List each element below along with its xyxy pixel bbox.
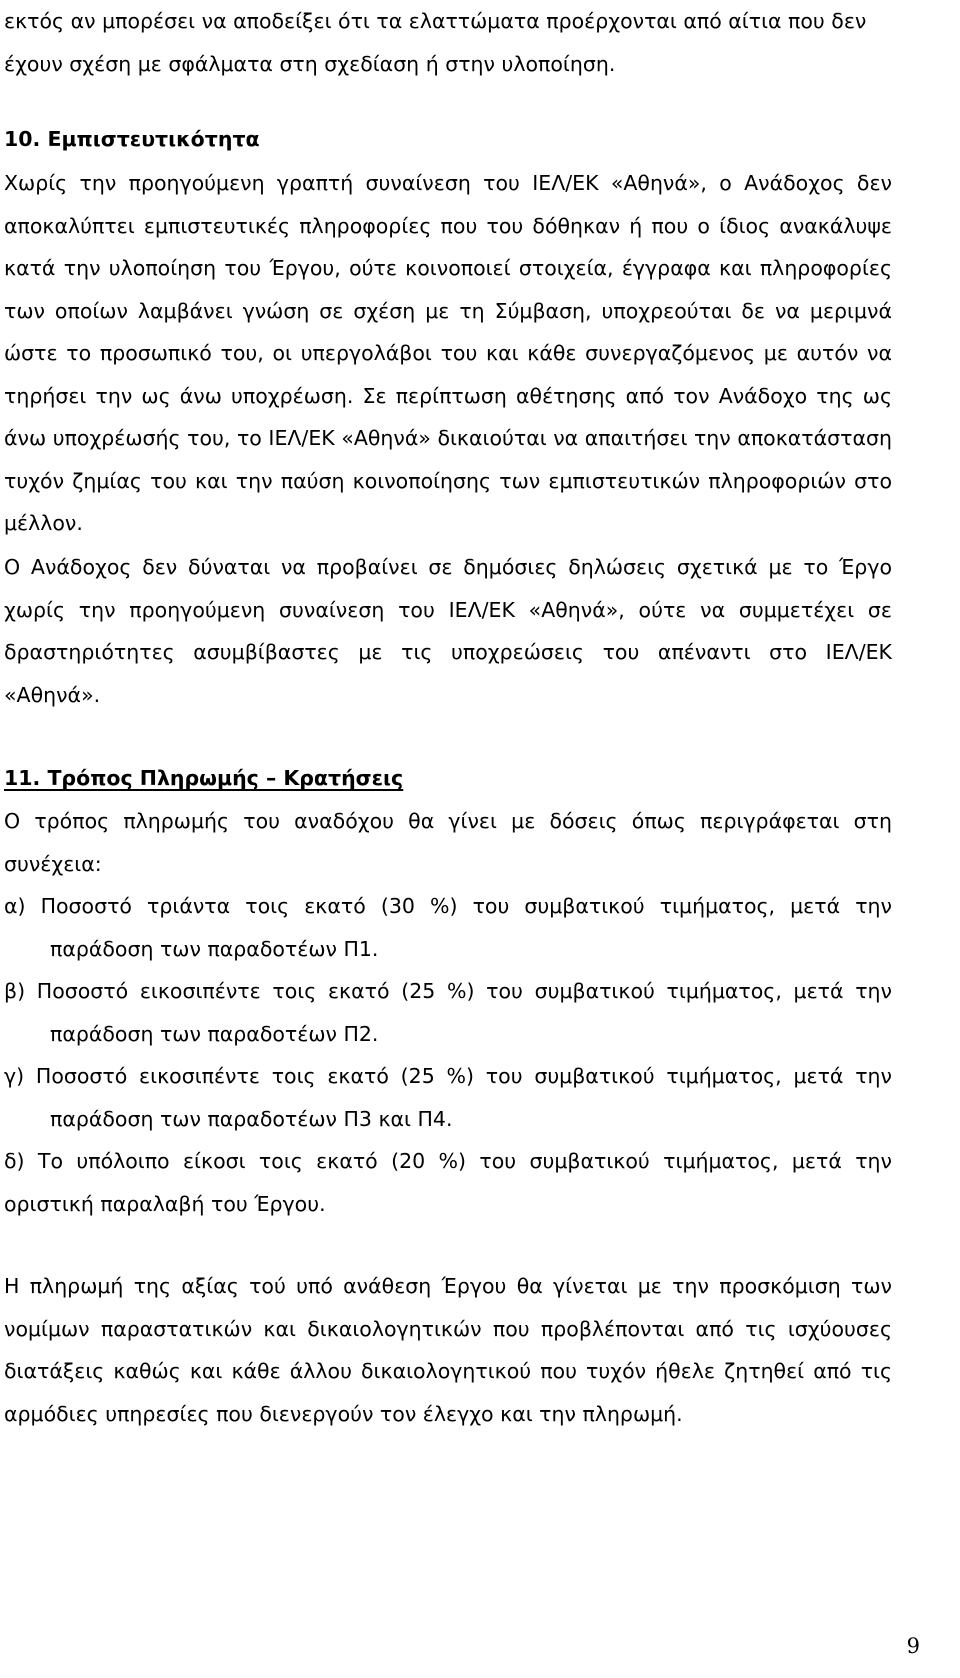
- section-11-title: 11. Τρόπος Πληρωμής – Κρατήσεις: [4, 766, 404, 790]
- payment-item-continuation: παράδοση των παραδοτέων Π3 και Π4.: [50, 1106, 453, 1131]
- section-10-title: 10. Εμπιστευτικότητα: [4, 127, 260, 151]
- payment-item-text: γ) Ποσοστό εικοσιπέντε τοις εκατό (25 %) του συμβατικού τιμήματος, μετά την: [4, 1064, 892, 1088]
- payment-item-continuation: παράδοση των παραδοτέων Π1.: [50, 936, 379, 961]
- section-11-intro: Ο τρόπος πληρωμής του αναδόχου θα γίνει με δόσεις όπως περιγράφεται στη συνέχεια:: [4, 809, 892, 876]
- intro-line-1: εκτός αν μπορέσει να αποδείξει ότι τα ελαττώματα προέρχονται από αίτια που δεν: [4, 9, 867, 33]
- intro-line-2: έχουν σχέση με σφάλματα στη σχεδίαση ή στην υλοποίηση.: [4, 51, 616, 76]
- payment-item-text: α) Ποσοστό τριάντα τοις εκατό (30 %) του συμβατικού τιμήματος, μετά την: [4, 894, 892, 918]
- section-10-paragraph-2: Ο Ανάδοχος δεν δύναται να προβαίνει σε δημόσιες δηλώσεις σχετικά με το Έργο χωρίς την προηγούμενη συναίνεση του ΙΕΛ/ΕΚ «Αθηνά», ούτε να συμμετέχει σε δραστηριότητες ασυμβίβαστες με τις υποχρεώσεις του απέναντι στο ΙΕΛ/ΕΚ «Αθηνά».: [4, 555, 892, 707]
- page-number: 9: [906, 1634, 920, 1658]
- intro-paragraph: [4, 0, 892, 85]
- payment-item-text: β) Ποσοστό εικοσιπέντε τοις εκατό (25 %) του συμβατικού τιμήματος, μετά την: [4, 979, 892, 1003]
- payment-item-a: [4, 885, 892, 970]
- payment-paragraph: Η πληρωμή της αξίας τού υπό ανάθεση Έργου θα γίνεται με την προσκόμιση των νομίμων παραστατικών και δικαιολογητικών που προβλέπονται από τις ισχύουσες διατάξεις καθώς και κάθε άλλου δικαιολογητικού που τυχόν ήθελε ζητηθεί από τις αρμόδιες υπηρεσίες που διενεργούν τον έλεγχο και την πληρωμή.: [4, 1274, 892, 1426]
- section-10-paragraph-1: Χωρίς την προηγούμενη γραπτή συναίνεση του ΙΕΛ/ΕΚ «Αθηνά», ο Ανάδοχος δεν αποκαλύπτει εμπιστευτικές πληροφορίες που του δόθηκαν ή που ο ίδιος ανακάλυψε κατά την υλοποίηση του Έργου, ούτε κοινοποιεί στοιχεία, έγγραφα και πληροφορίες των οποίων λαμβάνει γνώση σε σχέση με τη Σύμβαση, υποχρεούται δε να μεριμνά ώστε το προσωπικό του, οι υπεργολάβοι του και κάθε συνεργαζόμενος με αυτόν να τηρήσει την ως άνω υποχρέωση. Σε περίπτωση αθέτησης από τον Ανάδοχο της ως άνω υποχρέωσής του, το ΙΕΛ/ΕΚ «Αθηνά» δικαιούται να απαιτήσει την αποκατάσταση τυχόν ζημίας του και την παύση κοινοποίησης των εμπιστευτικών πληροφοριών στο μέλλον.: [4, 171, 892, 535]
- payment-item-d: δ) Το υπόλοιπο είκοσι τοις εκατό (20 %) του συμβατικού τιμήματος, μετά την οριστική παραλαβή του Έργου.: [4, 1149, 892, 1216]
- payment-item-continuation: παράδοση των παραδοτέων Π2.: [50, 1021, 379, 1046]
- payment-item-c: [4, 1055, 892, 1140]
- payment-item-b: [4, 970, 892, 1055]
